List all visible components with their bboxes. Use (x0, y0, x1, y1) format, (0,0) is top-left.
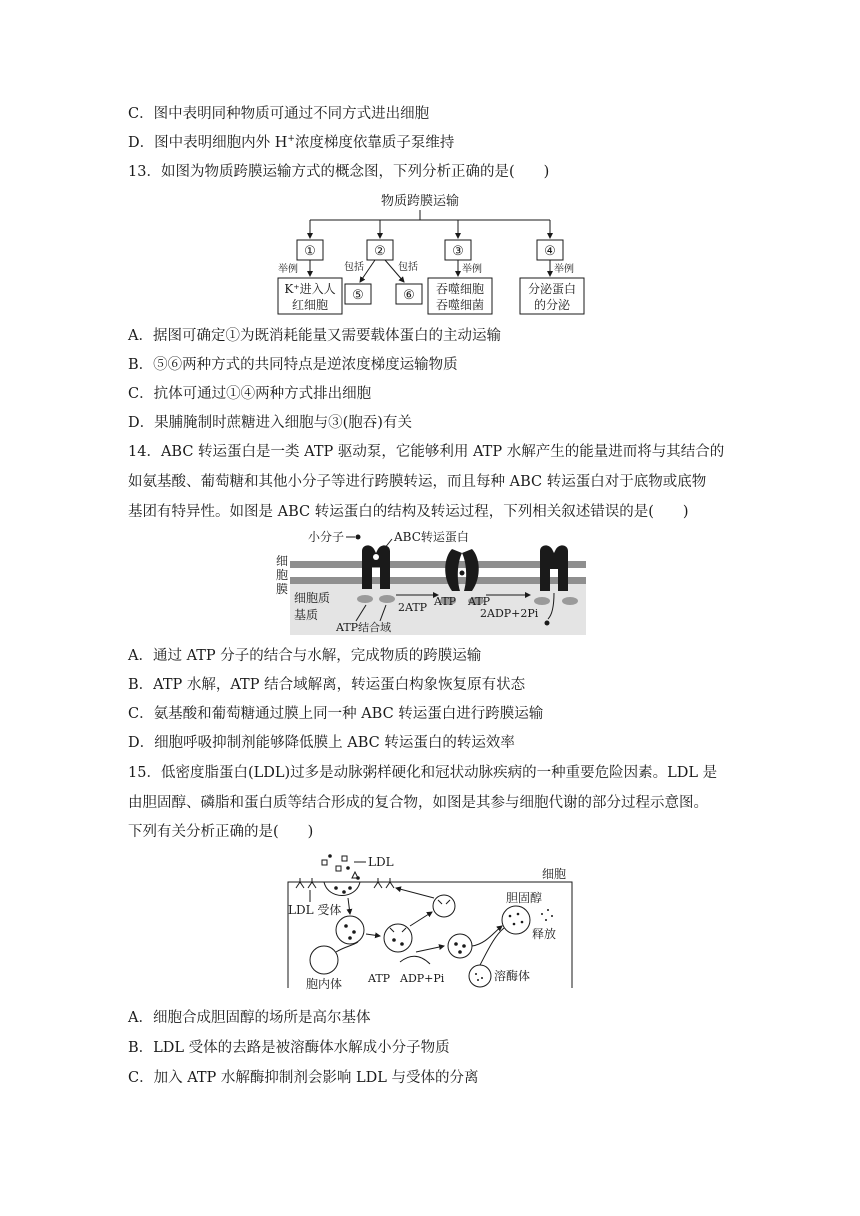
q15-stem-line3: 下列有关分析正确的是( ) (128, 824, 314, 840)
q15-stem-line2: 由胆固醇、磷脂和蛋白质等结合形成的复合物，如图是其参与细胞代谢的部分过程示意图。 (128, 795, 708, 811)
q14-atp-domain-label: ATP结合域 (336, 621, 392, 634)
q14-membrane-char-3: 膜 (276, 582, 289, 596)
q13-node-4: ④ (544, 244, 556, 259)
q13-node-1: ① (304, 244, 316, 259)
q15-release-label: 释放 (532, 927, 557, 941)
q12-option-d-superscript: + (287, 134, 295, 145)
q14-option-d: D．细胞呼吸抑制剂能够降低膜上 ABC 转运蛋白的转运效率 (128, 735, 515, 751)
q14-stem-line1: 14．ABC 转运蛋白是一类 ATP 驱动泵，它能够利用 ATP 水解产生的能量进而将与其结合的 (128, 444, 725, 460)
q12-option-d-text: D．图中表明细胞内外 H (128, 135, 288, 151)
q13-example-label-1: 举例 (278, 264, 298, 275)
q14-option-b: B．ATP 水解，ATP 结合域解离，转运蛋白构象恢复原有状态 (128, 677, 526, 693)
q13-node-6: ⑥ (403, 288, 415, 303)
q15-ldl-vesicle (448, 934, 472, 958)
q15-ldl-label: LDL (368, 855, 394, 869)
q13-concept-diagram (270, 190, 600, 318)
q14-atp-label-2: ATP (468, 595, 491, 608)
q13-node-5: ⑤ (352, 288, 364, 303)
q13-include-label-1: 包括 (344, 262, 364, 273)
q14-matrix-line2: 基质 (294, 608, 319, 622)
q14-abc-label: ABC转运蛋白 (394, 530, 469, 544)
q13-example-label-3: 举例 (462, 264, 482, 275)
q15-recycling-vesicle (433, 895, 455, 917)
q15-option-c: C．加入 ATP 水解酶抑制剂会影响 LDL 与受体的分离 (128, 1070, 479, 1086)
q15-adp-label: ADP+Pi (400, 972, 445, 985)
q15-option-b: B．LDL 受体的去路是被溶酶体水解成小分子物质 (128, 1040, 450, 1056)
q12-option-d-text-end: 浓度梯度依靠质子泵维持 (294, 135, 455, 151)
q13-box4-line1: 分泌蛋白 (527, 282, 577, 296)
q14-atp-label-1: ATP (434, 595, 457, 608)
q15-ldl-diagram (280, 848, 580, 994)
q15-receptor-label: LDL 受体 (288, 903, 342, 917)
q13-box1-line1: K⁺进入人 (284, 282, 336, 296)
q13-box4-line2: 的分泌 (533, 298, 571, 312)
q13-stem: 13．如图为物质跨膜运输方式的概念图，下列分析正确的是( ) (128, 164, 550, 180)
q14-option-c: C．氨基酸和葡萄糖通过膜上同一种 ABC 转运蛋白进行跨膜运输 (128, 706, 544, 722)
q14-matrix-line1: 细胞质 (294, 591, 331, 605)
q14-membrane-char-1: 细 (276, 554, 289, 568)
q14-adp-label: 2ADP+2Pi (480, 607, 539, 620)
q13-option-b: B．⑤⑥两种方式的共同特点是逆浓度梯度运输物质 (128, 357, 458, 373)
q12-option-c: C．图中表明同种物质可通过不同方式进出细胞 (128, 106, 430, 122)
q13-option-a: A．据图可确定①为既消耗能量又需要载体蛋白的主动运输 (128, 328, 501, 344)
q15-fused-vesicle (384, 924, 412, 952)
q13-box3-line1: 吞噬细胞 (435, 282, 485, 296)
q14-small-molecule-label: 小分子 (308, 530, 345, 544)
q15-endosome-label: 胞内体 (306, 977, 343, 991)
q13-option-d: D．果脯腌制时蔗糖进入细胞与③(胞吞)有关 (128, 415, 412, 431)
q12-option-d (128, 133, 454, 153)
q14-membrane-char-2: 胞 (276, 568, 289, 582)
q15-cholesterol-label: 胆固醇 (506, 891, 543, 905)
q15-endosome (310, 946, 338, 974)
q13-node-2: ② (374, 244, 386, 259)
q14-stem-line3: 基团有特异性。如图是 ABC 转运蛋白的结构及转运过程，下列相关叙述错误的是( ) (128, 504, 689, 520)
q13-root-label: 物质跨膜运输 (380, 194, 460, 209)
q15-stem-line1: 15．低密度脂蛋白(LDL)过多是动脉粥样硬化和冠状动脉疾病的一种重要危险因素。LDL 是 (128, 765, 718, 781)
q15-option-a: A．细胞合成胆固醇的场所是高尔基体 (128, 1010, 371, 1026)
q13-example-label-4: 举例 (554, 264, 574, 275)
q13-box1-line2: 红细胞 (291, 298, 329, 312)
q14-abc-transporter-diagram (272, 527, 590, 637)
q15-lysosome (469, 965, 491, 987)
q15-lysosome-label: 溶酶体 (494, 969, 531, 983)
q14-2atp-label: 2ATP (398, 601, 428, 614)
q13-option-c: C．抗体可通过①④两种方式排出细胞 (128, 386, 372, 402)
q13-box3-line2: 吞噬细菌 (435, 298, 485, 312)
q15-atp-label: ATP (368, 972, 391, 985)
q13-node-3: ③ (452, 244, 464, 259)
q13-include-label-2: 包括 (398, 262, 418, 273)
q15-cell-label: 细胞 (542, 867, 567, 881)
q15-cholesterol-vesicle (502, 906, 530, 934)
q14-stem-line2: 如氨基酸、葡萄糖和其他小分子等进行跨膜转运，而且每种 ABC 转运蛋白对于底物或底物 (128, 474, 707, 490)
q14-option-a: A．通过 ATP 分子的结合与水解，完成物质的跨膜运输 (128, 648, 482, 664)
